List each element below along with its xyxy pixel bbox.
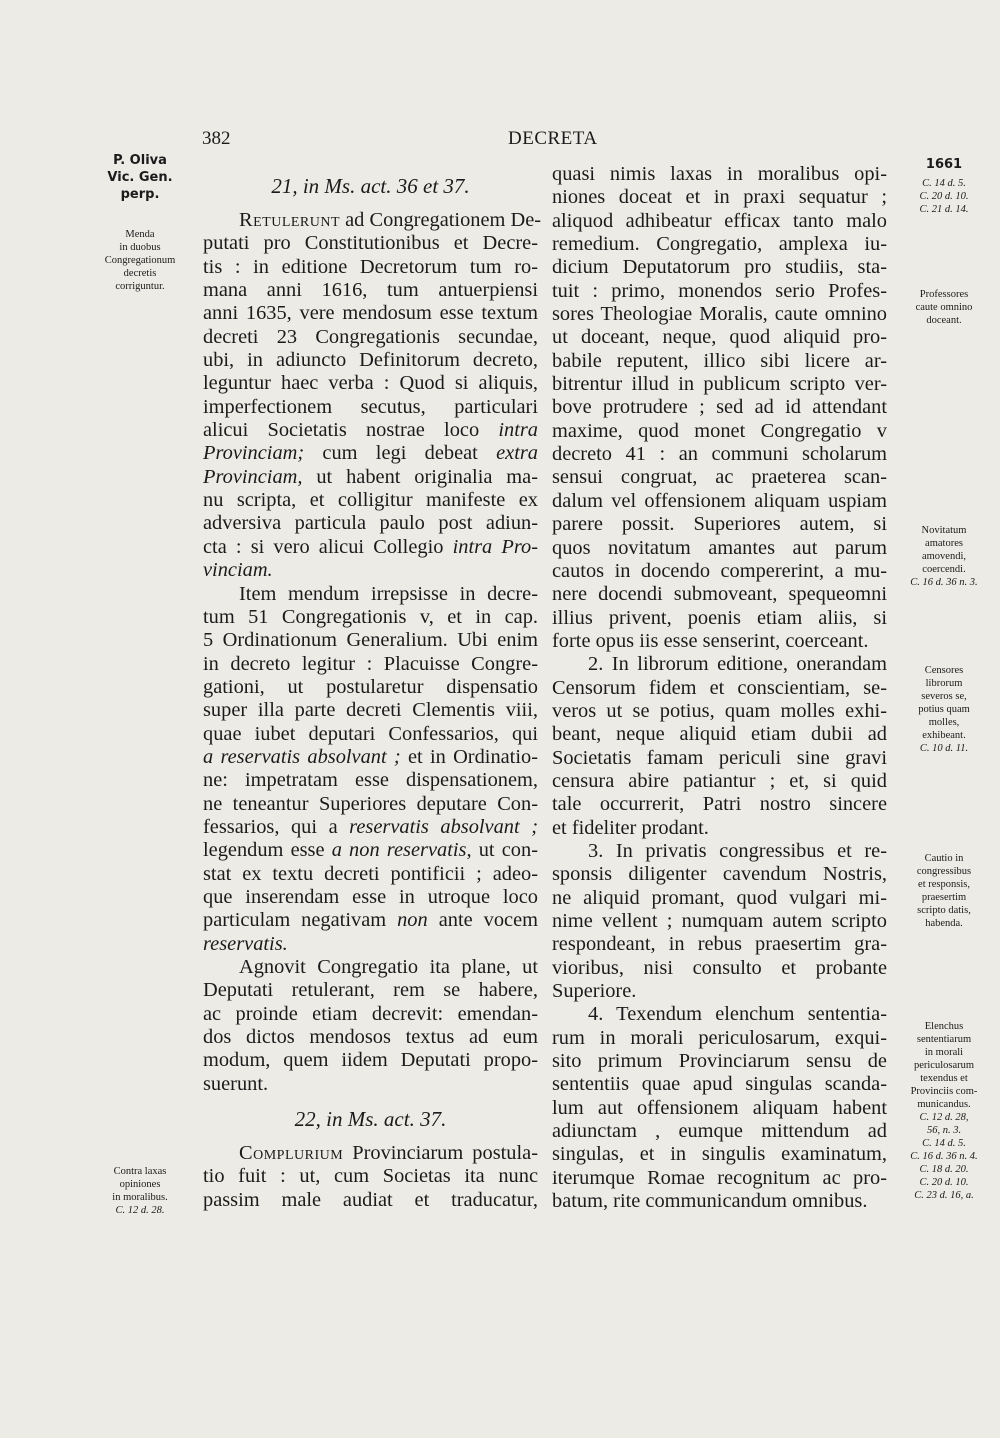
text-fragment: et in Ordinatio- [400,745,539,768]
text-line: beant, neque aliquid etiam dubii ad [552,723,887,746]
italic-fragment: reservatis. [203,932,288,955]
sidenote-ref: C. 12 d. 28, [919,1112,969,1123]
text-line: anni 1635, vere mendosum esse textum [203,302,538,325]
sidenote-ref: C. 21 d. 14. [919,204,969,215]
text-line: 4. Texendum elenchum sententia- [588,1003,887,1026]
text-fragment: ut habent originalia ma- [302,465,538,488]
italic-fragment: vinciam. [203,559,273,582]
text-line: Deputati retulerant, rem se habere, [203,979,538,1002]
sidenote-line: habenda. [925,918,963,929]
text-line: batum, rite communicandum omnibus. [552,1190,868,1213]
text-line: dicium Deputatorum pro studiis, sta- [552,256,887,279]
text-line: adiunctam , eumque mittendum ad [552,1120,887,1143]
sidenote-line: amatores [925,538,963,549]
author-note [100,152,180,203]
text-line: tis : in editione Decretorum tum ro- [203,255,538,278]
text-fragment: legendum esse [203,839,332,862]
text-line: in decreto legitur : Placuisse Congre- [203,652,538,675]
italic-fragment: intra Pro- [452,535,539,558]
text-line: mana anni 1616, tum antuerpiensi [203,279,538,302]
sidenote-line: corriguntur. [115,281,165,292]
text-line: ne teneantur Superiores deputare Con- [203,792,538,815]
text-line: dos dictos mendosos textus ad eum [203,1026,538,1049]
sidenote-line: Congregationum [104,255,176,266]
text-line: censura abire patiantur ; et, si quid [552,769,887,792]
sidenote-year [900,158,988,216]
text-line: Censorum fidem et conscientiam, se- [552,676,887,699]
text-fragment: ante vocem [427,909,539,932]
text-line: modum, quem iidem Deputati propo- [203,1049,538,1072]
author-term: perp. [120,187,160,202]
text-line: Item mendum irrepsisse in decre- [239,582,538,605]
text-line: dalum vel offensionem aliquam uspiam [552,489,887,512]
text-line: lum aut offensionem aliquam habent [552,1096,887,1119]
text-fragment: ut con- [471,839,538,862]
paragraph-4-elenchus [552,1003,887,1213]
sidenote-line: exhibeant. [922,730,966,741]
sidenote-line: in duobus [119,242,161,253]
text-line: aliquod adhibeatur efficax tanto malo [552,209,887,232]
text-line: decreto 41 : an communi scholarum [552,443,887,466]
text-line [203,536,538,559]
text-line: sponsis diligenter cavendum Nostris, [552,863,887,886]
italic-fragment: non [397,909,428,932]
text-line: illius privent, poenis etiam aliis, si [552,606,887,629]
text-line [203,419,538,442]
paragraph-1 [203,209,542,583]
text-line: Societatis famam periculi sine gravi [552,746,887,769]
text-line: putati pro Constitutionibus et Decre- [203,232,538,255]
sidenote-line: Contra laxas [113,1166,167,1177]
sidenote-line: doceant. [926,315,962,326]
paragraph-3-congressus [552,840,887,1003]
text-fragment: particulam negativam [203,909,398,932]
text-line [203,1142,538,1165]
sidenote-ref: C. 14 d. 5. [922,1138,966,1149]
text-line: nere docendi submoveant, spequeomni [552,583,887,606]
sidenote-line: opiniones [119,1179,161,1190]
text-line: respondeant, in rebus praesertim gra- [552,933,887,956]
text-line: ac proinde etiam decrevit: emendan- [203,1002,538,1025]
text-line: veros ut se potius, quam molles exhi- [552,699,887,722]
text-line: quae iubet deputari Confessarios, qui [203,722,538,745]
text-line: babile reputent, illico sibi licere ar- [552,349,887,372]
sidenote-ref: C. 16 d. 36 n. 3. [910,577,978,588]
text-line [203,442,538,465]
author-office: Vic. Gen. [107,170,173,185]
sidenote-line: librorum [925,678,963,689]
author-name: P. Oliva [113,153,167,168]
sidenote-line: scripto datis, [917,905,971,916]
sidenote-line: molles, [928,717,960,728]
sidenote-line: Elenchus [924,1021,964,1032]
sidenote-ref: C. 16 d. 36 n. 4. [910,1151,978,1162]
paragraph-1-continued [552,163,887,653]
text-line: remedium. Congregatio, amplexa iu- [552,233,887,256]
right-column [552,163,887,1213]
text-line: niones doceat et in praxi sequatur ; [552,186,887,209]
text-line: sententiis quae apud singulas scanda- [552,1073,887,1096]
sidenote-line: Censores [924,665,964,676]
paragraph-2-censores [552,653,887,840]
sidenote-line: congressibus [916,866,972,877]
text-line: suerunt. [203,1072,269,1095]
sidenote-line: municandus. [917,1099,971,1110]
page-number: 382 [202,128,231,149]
paragraph-4 [203,1142,538,1212]
sidenote-line: amovendi, [921,551,967,562]
text-fragment: cum legi debeat [304,442,497,465]
text-line: rum in morali periculosarum, exqui- [552,1026,887,1049]
text-line [203,816,538,839]
italic-fragment: Provinciam, [203,465,303,488]
sidenote-professores [900,288,988,327]
text-line: maxime, quod monet Congregatio v [552,419,887,442]
text-line: ubi, in adiuncto Definitorum decreto, [203,349,538,372]
text-line: singulas, et in singulis examinatum, [552,1143,887,1166]
italic-fragment: Provinciam; [203,442,305,465]
text-line [203,933,538,956]
sidenote-line: potius quam [918,704,970,715]
initial-word: Complurium [239,1142,344,1165]
text-line: ne: impetratam esse dispensationem, [203,769,538,792]
decree-heading-22: 22, in Ms. act. 37. [294,1107,447,1132]
sidenote-line: praesertim [921,892,967,903]
text-line [203,746,538,769]
text-line: gationi, ut postularetur dispensatio [203,675,538,698]
italic-fragment: a reservatis absolvant ; [203,745,401,768]
sidenote-cautio [900,852,988,930]
sidenote-ref: C. 23 d. 16, a. [914,1190,974,1201]
text-line: decreti 23 Congregationis secundae, [203,325,538,348]
paragraph-3 [203,956,538,1096]
sidenote-line: Cautio in [924,853,964,864]
left-column [203,163,542,1212]
text-fragment: fessarios, qui a [203,815,350,838]
decree-heading-21: 21, in Ms. act. 36 et 37. [271,174,470,198]
text-line: vioribus, nisi consulto et probante [552,956,887,979]
running-title: DECRETA [508,128,598,149]
text-line: imperfectionem secutus, particulari [203,395,538,418]
text-line: 3. In privatis congressibus et re- [588,839,887,862]
text-line: Agnovit Congregatio ita plane, ut [239,956,538,978]
text-line: tuit : primo, monendos serio Profes- [552,279,887,302]
sidenote-ref: 56, n. 3. [926,1125,962,1136]
sidenote-line: periculosarum [913,1060,975,1071]
text-line [203,466,538,489]
sidenote-ref: C. 20 d. 10. [919,1177,969,1188]
text-line: nu scripta, et colligitur manifeste ex [203,489,538,512]
text-line: sensui congruat, ac praeterea scan- [552,466,887,489]
sidenote-line: severos se, [921,691,967,702]
text-line: 5 Ordinationum Generalium. Ubi enim [203,629,538,652]
sidenote-line: texendus et [920,1073,968,1084]
text-line: ut doceant, neque, quod aliquid pro- [552,326,887,349]
text-fragment: cta : si vero alicui Collegio [203,535,453,558]
text-line: ne aliquid promant, quod vulgari mi- [552,886,887,909]
sidenote-line: Menda [125,229,155,240]
text-line: parere possit. Superiores autem, si [552,513,887,536]
text-line: passim male audiat et traducatur, [203,1188,538,1211]
sidenote-line: Novitatum [921,525,967,536]
text-fragment: Provinciarum postula- [343,1142,538,1165]
text-fragment: ad Congregationem De- [340,209,542,231]
text-line: sito primum Provinciarum sensu de [552,1050,887,1073]
italic-fragment: reservatis absolvant ; [349,815,538,838]
text-line: que inserendam esse in utroque loco [203,885,538,908]
sidenote-ref: C. 20 d. 10. [919,191,969,202]
text-line: bove protrudere ; sed ad id attendant [552,396,887,419]
sidenote-ref: C. 12 d. 28. [115,1205,165,1216]
sidenote-menda [100,228,180,293]
sidenote-line: decretis [123,268,157,279]
text-line: quos novitatum amantes aut parum [552,536,887,559]
italic-fragment: intra [498,419,538,442]
sidenote-line: Professores [919,289,969,300]
sidenote-ref: C. 14 d. 5. [922,178,966,189]
text-line: stat ex textu decreti pontificii ; adeo- [203,862,538,885]
text-line: tum 51 Congregationis v, et in cap. [203,605,538,628]
initial-word: Retulerunt [239,209,341,231]
paragraph-2 [203,583,538,957]
text-line [203,909,538,932]
text-line: bitrentur illud in publicum scripto ver- [552,373,887,396]
sidenote-ref: C. 18 d. 20. [919,1164,969,1175]
sidenote-censores [900,664,988,755]
text-line: leguntur haec verba : Quod si aliquis, [203,372,538,395]
text-line: adversiva particula paulo post adiun- [203,512,538,535]
text-line: tio fuit : ut, cum Societas ita nunc [203,1165,538,1188]
text-line: quasi nimis laxas in moralibus opi- [552,163,887,185]
italic-fragment: a non reservatis, [331,839,472,862]
text-line: forte opus iis esse senserint, coerceant. [552,629,869,652]
sidenote-line: Provinciis com- [910,1086,978,1097]
year-label: 1661 [925,157,963,172]
text-line [203,209,542,232]
sidenote-line: et responsis, [918,879,970,890]
text-line: Superiore. [552,980,637,1003]
sidenote-line: coercendi. [922,564,966,575]
text-line: 2. In librorum editione, onerandam [588,653,887,676]
sidenote-elenchus [900,1020,988,1202]
text-line [203,839,538,862]
text-line [203,559,538,582]
text-fragment: alicui Societatis nostrae loco [203,419,499,442]
sidenote-novitatum [900,524,988,589]
text-line: iterumque Romae recognitum ac pro- [552,1166,887,1189]
text-line: et fideliter prodant. [552,816,709,839]
text-line: sores Theologiae Moralis, caute omnino [552,303,887,326]
sidenote-line: caute omnino [915,302,973,313]
text-line: tale occurrerit, Patri nostro sincere [552,793,887,816]
sidenote-line: in moralibus. [112,1192,168,1203]
italic-fragment: extra [496,442,538,465]
sidenote-contra [100,1165,180,1217]
sidenote-ref: C. 10 d. 11. [919,743,969,754]
text-line: nime vellent ; numquam autem scripto [552,910,887,932]
text-line: cautos in docendo compererint, a mu- [552,559,887,582]
sidenote-line: in morali [924,1047,964,1058]
sidenote-line: sententiarum [916,1034,972,1045]
text-line: super illa parte decreti Clementis viii, [203,699,538,722]
